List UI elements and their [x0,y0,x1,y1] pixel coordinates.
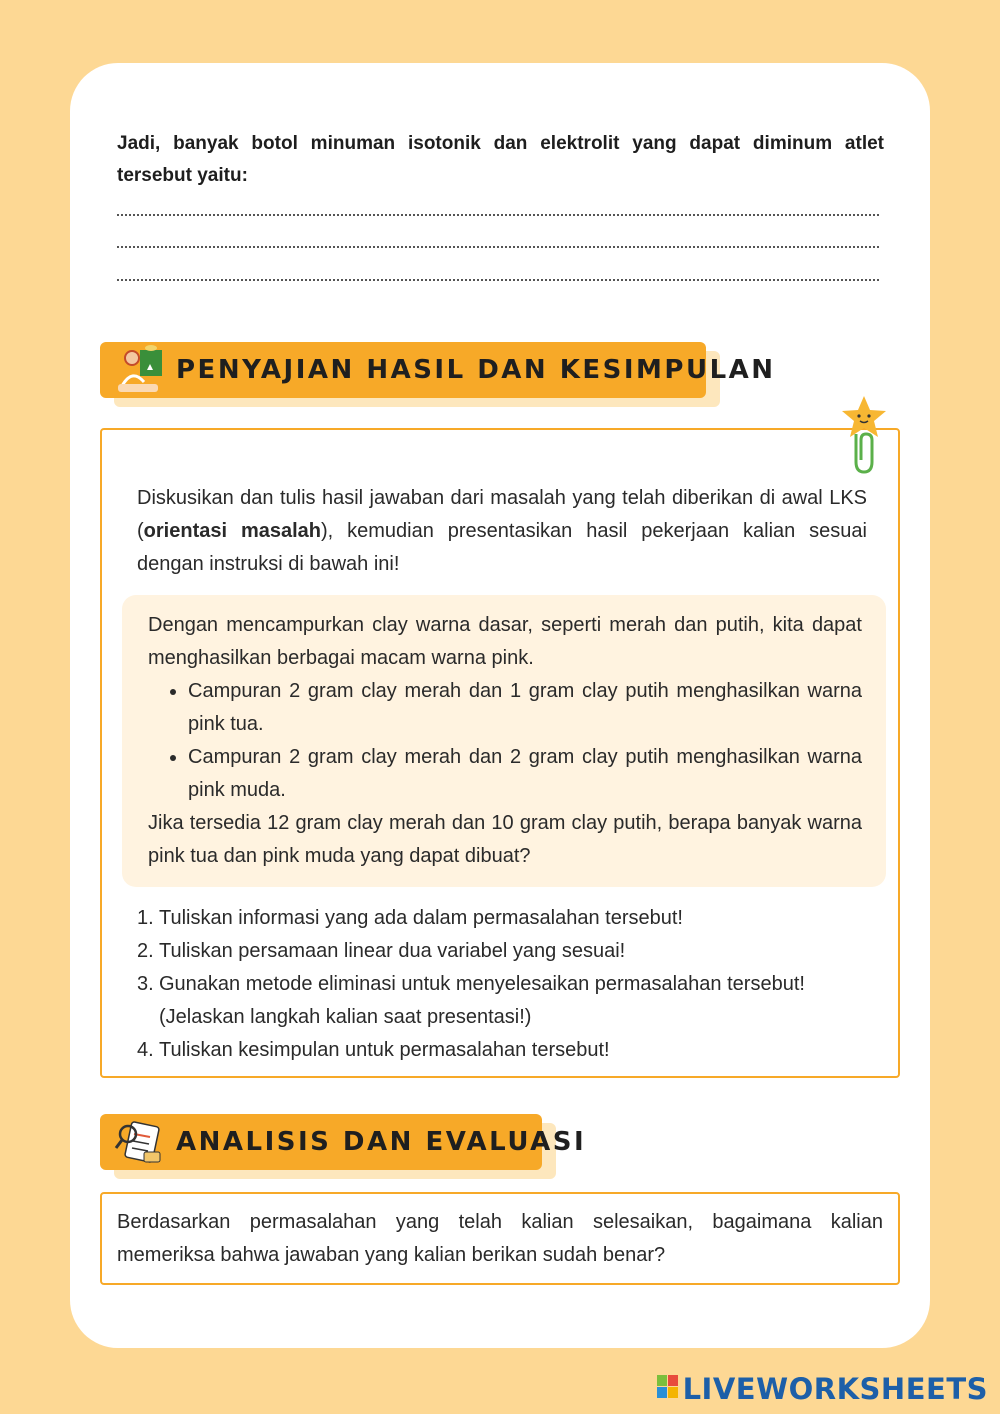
presentation-task-box [100,428,900,1078]
answer-line-1[interactable] [117,214,879,216]
problem-bullet: • Campuran 2 gram clay merah dan 2 gram clay putih menghasilkan warna pink muda. [188,741,862,807]
section-banner-analysis [100,1114,587,1170]
problem-question: Jika tersedia 12 gram clay merah dan 10 gram clay putih, berapa banyak warna pink tua dan pink muda yang dapat dibuat? [148,812,862,867]
problem-box [122,595,886,887]
checklist-magnifier-icon [114,1116,166,1173]
step-item [137,968,877,1034]
analysis-task-box [100,1192,900,1285]
star-paperclip-icon [836,392,892,481]
step-text: Gunakan metode eliminasi untuk menyelesaikan permasalahan tersebut! (Jelaskan langkah kalian saat presentasi!) [159,973,805,1028]
answer-line-2[interactable] [117,246,879,248]
step-number: 3. [137,973,154,995]
step-number: 2. [137,940,154,962]
problem-intro: Dengan mencampurkan clay warna dasar, seperti merah dan putih, kita dapat menghasilkan berbagai macam warna pink. [148,614,862,669]
task-instruction [137,482,867,581]
instruction-text-end: ), kemudian presentasikan hasil pekerjaan kalian sesuai dengan instruksi di bawah ini! [137,520,867,575]
problem-bullets [148,675,862,807]
step-text: Tuliskan persamaan linear dua variabel yang sesuai! [159,940,626,962]
step-text: Tuliskan kesimpulan untuk permasalahan tersebut! [159,1039,610,1061]
step-number: 4. [137,1039,154,1061]
step-number: 1. [137,907,154,929]
section-banner-presentation [100,342,776,398]
step-list [137,902,877,1067]
step-text: Tuliskan informasi yang ada dalam permasalahan tersebut! [159,907,683,929]
student-presenting-icon [114,344,166,401]
instruction-bold: orientasi masalah [143,520,321,542]
analysis-question: Berdasarkan permasalahan yang telah kalian selesaikan, bagaimana kalian memeriksa bahwa jawaban yang kalian berikan sudah benar? [117,1211,883,1266]
step-item [137,935,877,968]
liveworksheets-logo[interactable] [657,1372,988,1406]
live-badge-icon [657,1375,679,1404]
brand-text: LIVEWORKSHEETS [682,1372,988,1406]
intro-question: Jadi, banyak botol minuman isotonik dan elektrolit yang dapat diminum atlet tersebut yaitu: [117,133,884,186]
section-title-analysis: ANALISIS DAN EVALUASI [176,1127,587,1157]
answer-line-3[interactable] [117,279,879,281]
section-title-presentation: PENYAJIAN HASIL DAN KESIMPULAN [176,355,776,385]
problem-bullet: • Campuran 2 gram clay merah dan 1 gram clay putih menghasilkan warna pink tua. [188,675,862,741]
step-item [137,902,877,935]
instruction-text-start: Diskusikan dan tulis hasil jawaban dari masalah yang telah diberikan di awal LKS ( [137,487,867,542]
step-item [137,1034,877,1067]
